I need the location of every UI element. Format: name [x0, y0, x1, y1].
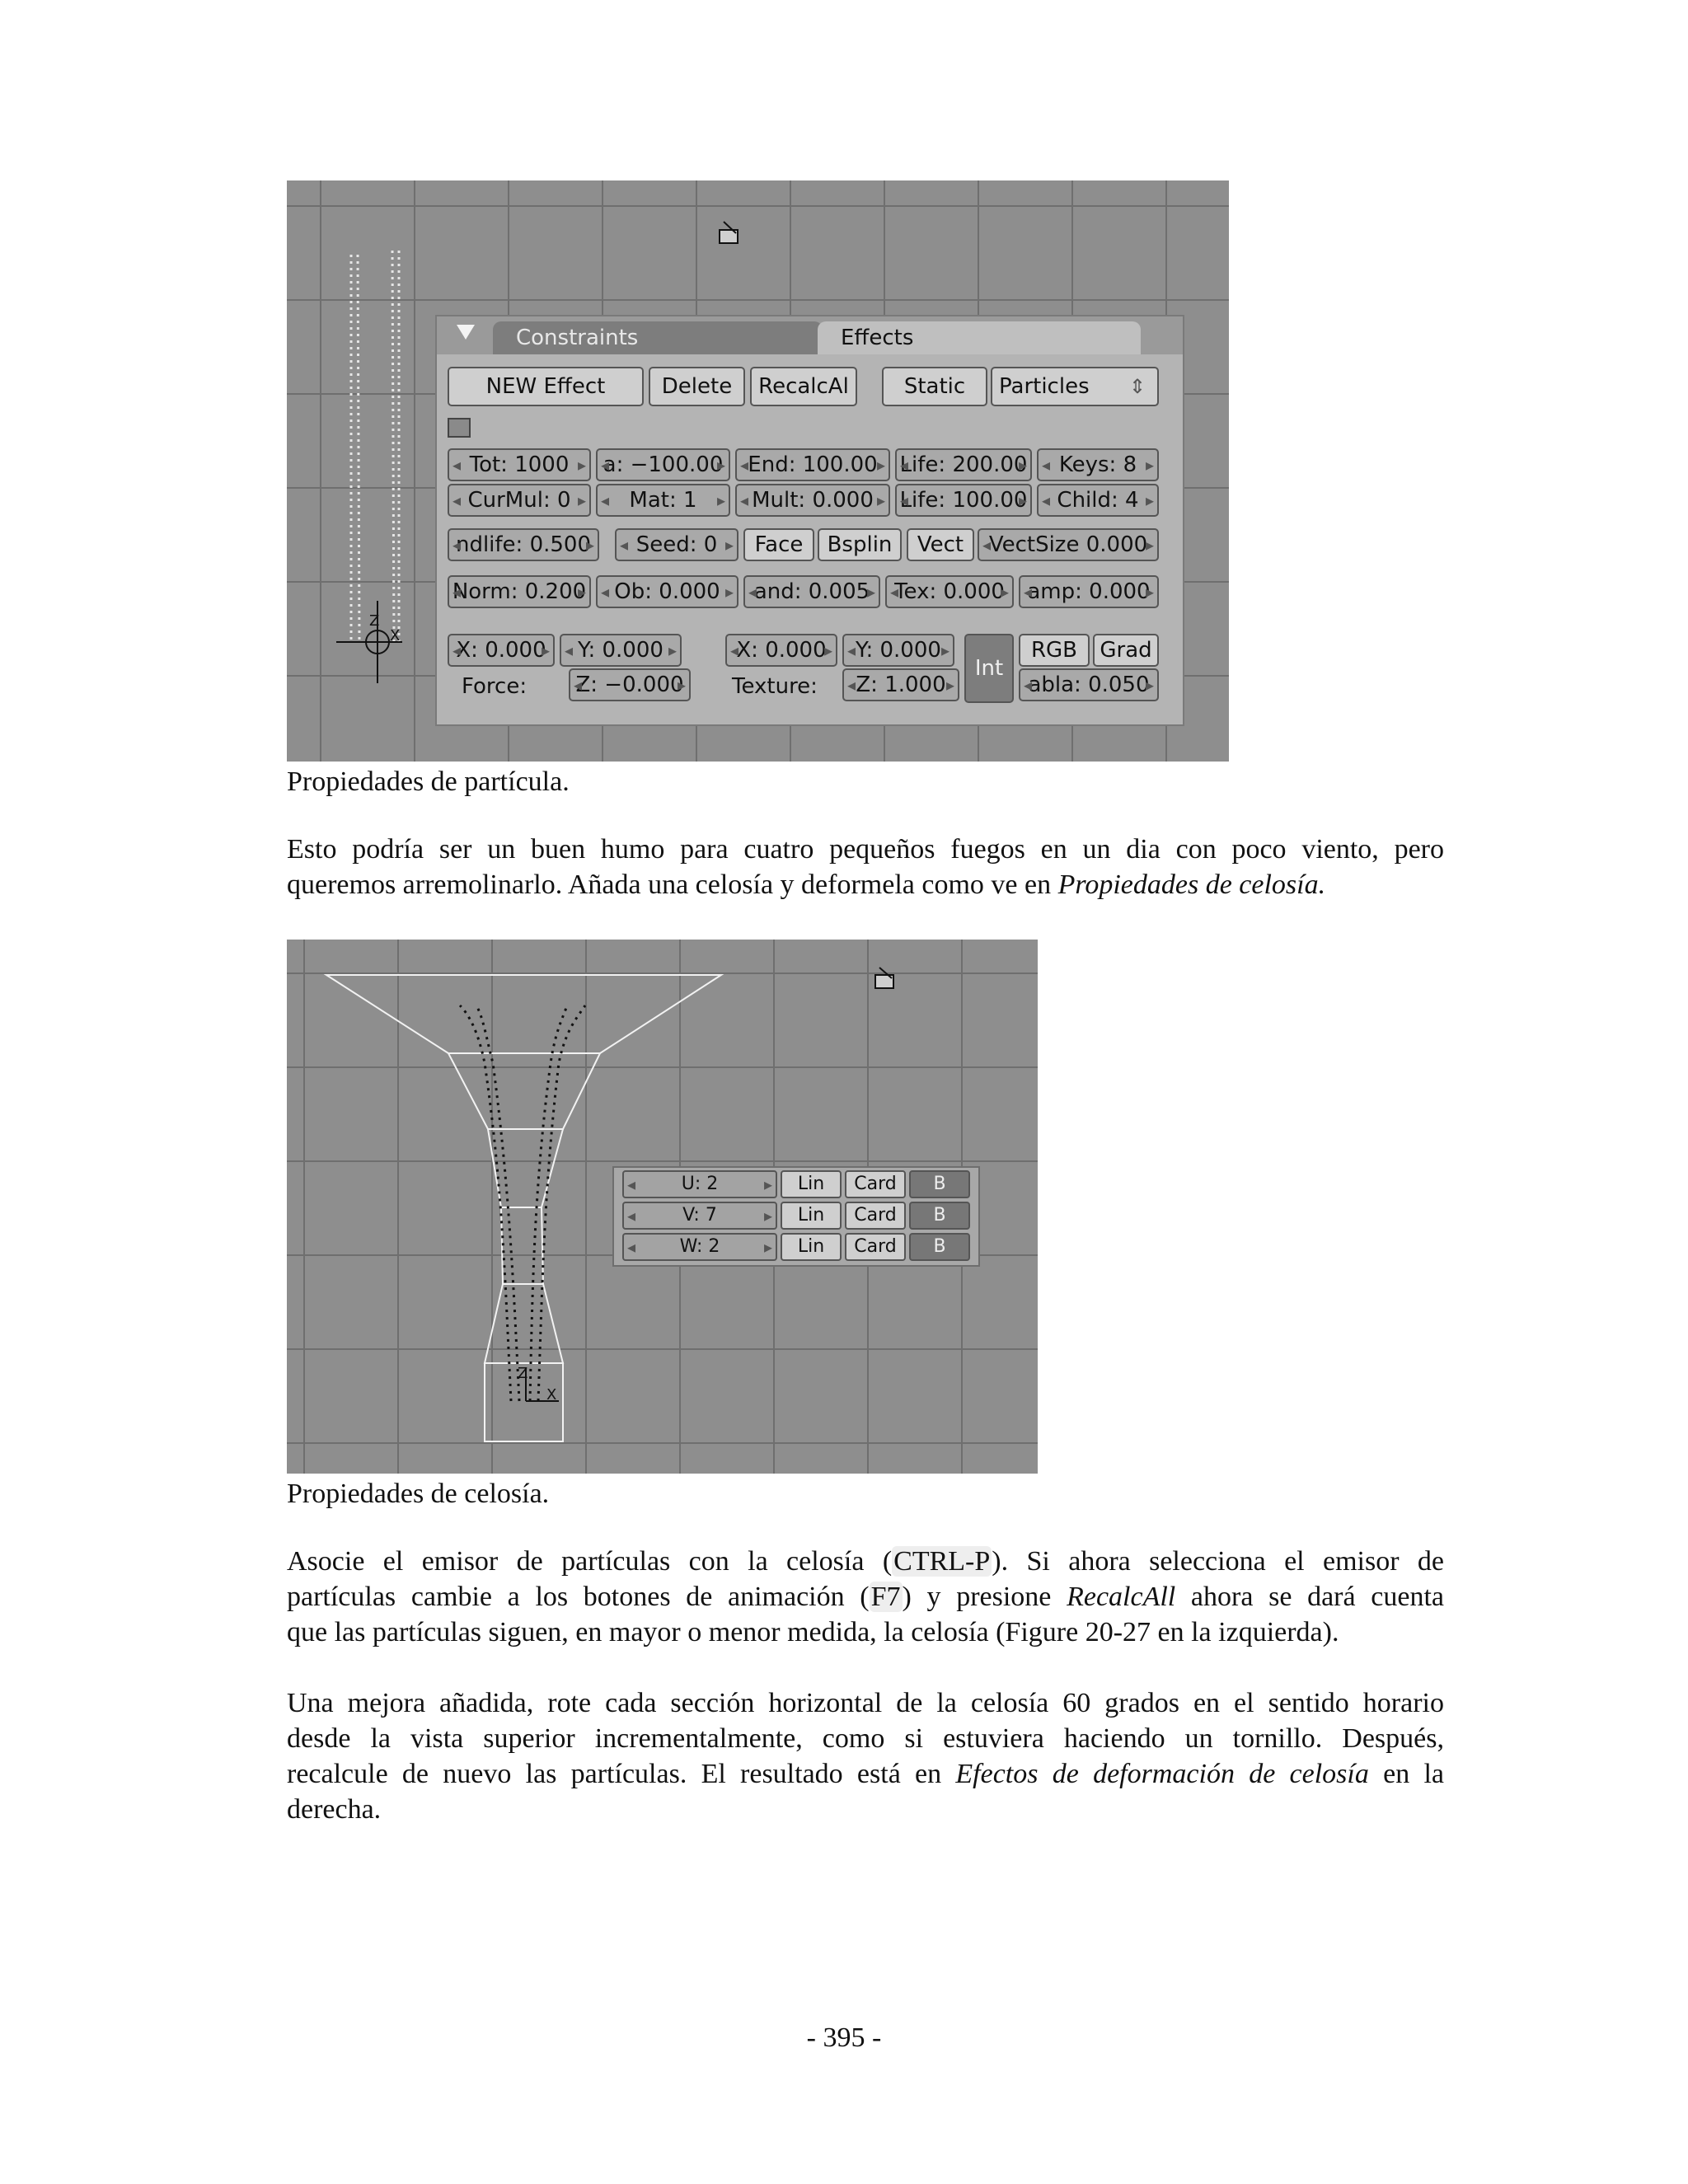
rgb-button[interactable]: RGB — [1019, 634, 1090, 667]
paragraph-2-text: Asocie el emisor de partículas con la celosía ( — [287, 1546, 893, 1577]
paragraph-2-line-2 — [287, 1579, 1444, 1615]
bspline-toggle[interactable]: Bsplin — [818, 528, 902, 561]
delete-button[interactable]: Delete — [649, 367, 745, 406]
tot-field[interactable]: ◂ Tot: 1000 ▸ — [448, 448, 591, 481]
particle-stream-2 — [476, 1005, 519, 1401]
child-life-field[interactable]: ◂ Life: 100.00 ▸ — [895, 484, 1032, 517]
texture-x-field[interactable]: ◂ X: 0.000 ▸ — [725, 634, 837, 667]
paragraph-3 — [287, 1685, 1444, 1827]
norm-field[interactable]: ◂ Norm: 0.200 ▸ — [448, 575, 591, 608]
force-x-field[interactable]: ◂ X: 0.000 ▸ — [448, 634, 555, 667]
texture-y-field[interactable]: ◂ Y: 0.000 ▸ — [842, 634, 954, 667]
svg-text:X: X — [390, 627, 401, 644]
svg-text:Z: Z — [518, 1365, 528, 1382]
particle-properties-screenshot — [287, 180, 1229, 762]
sta-field[interactable]: ◂ a: −100.00 ▸ — [596, 448, 730, 481]
lattice-v-b-button[interactable]: B — [909, 1202, 970, 1230]
lattice-v-card-button[interactable]: Card — [845, 1202, 906, 1230]
paragraph-2-text: ahora se dará cuenta — [1175, 1582, 1444, 1612]
grad-button[interactable]: Grad — [1093, 634, 1159, 667]
particle-stream-1 — [460, 1005, 511, 1401]
keys-field[interactable]: ◂ Keys: 8 ▸ — [1037, 448, 1159, 481]
page-number: - 395 - — [806, 2022, 882, 2053]
curmul-field[interactable]: ◂ CurMul: 0 ▸ — [448, 484, 591, 517]
paragraph-3-text: en la — [1368, 1759, 1445, 1789]
paragraph-2-line-1 — [287, 1544, 1444, 1579]
paragraph-1-text: queremos arremolinarlo. Añada una celosía y deformela como ve en — [287, 869, 1058, 900]
seed-field[interactable]: ◂ Seed: 0 ▸ — [615, 528, 738, 561]
lattice-properties-screenshot — [287, 940, 1038, 1474]
force-label: Force: — [462, 674, 528, 699]
figure1-caption: Propiedades de partícula. — [287, 766, 570, 797]
lattice-w-field[interactable]: ◂ W: 2 ▸ — [622, 1233, 777, 1261]
ctrl-p-key: CTRL-P — [893, 1546, 991, 1577]
particle-stream-2 — [358, 255, 359, 642]
effect-type-menu[interactable]: Particles ⇕ — [991, 367, 1159, 406]
lattice-u-lin-button[interactable]: Lin — [781, 1170, 842, 1198]
paragraph-3-line-1: Una mejora añadida, rote cada sección horizontal de la celosía 60 grados en el sentido horario — [287, 1688, 1444, 1718]
lattice-w-card-button[interactable]: Card — [845, 1233, 906, 1261]
color-swatch[interactable] — [448, 418, 471, 438]
recalcall-reference: RecalcAll — [1067, 1582, 1176, 1612]
svg-text:X: X — [546, 1386, 557, 1404]
vectsize-field[interactable]: ◂ VectSize 0.000 ▸ — [978, 528, 1159, 561]
tab-effects[interactable]: Effects — [818, 321, 1141, 354]
paragraph-3-line-4: derecha. — [287, 1794, 382, 1825]
lattice-u-field[interactable]: ◂ U: 2 ▸ — [622, 1170, 777, 1198]
paragraph-3-line-2: desde la vista superior incrementalmente, como si estuviera haciendo un tornillo. Después, — [287, 1723, 1444, 1754]
vect-toggle[interactable]: Vect — [907, 528, 974, 561]
mult-field[interactable]: ◂ Mult: 0.000 ▸ — [735, 484, 890, 517]
paragraph-1-line-2 — [287, 867, 1444, 902]
lattice-w-b-button[interactable]: B — [909, 1233, 970, 1261]
paragraph-2 — [287, 1544, 1444, 1650]
particle-stream-4 — [538, 1005, 585, 1401]
damp-field[interactable]: ◂ amp: 0.000 ▸ — [1019, 575, 1159, 608]
paragraph-1-reference: Propiedades de celosía. — [1057, 869, 1326, 900]
face-toggle[interactable]: Face — [743, 528, 814, 561]
paragraph-3-reference: Efectos de deformación de celosía — [955, 1759, 1369, 1789]
camera-icon — [720, 222, 738, 243]
new-effect-button[interactable]: NEW Effect — [448, 367, 644, 406]
paragraph-1-line-1: Esto podría ser un buen humo para cuatro pequeños fuegos en un dia con poco viento, pero — [287, 834, 1444, 865]
particle-stream-3 — [530, 1005, 567, 1401]
tex-field[interactable]: ◂ Tex: 0.000 ▸ — [885, 575, 1014, 608]
tab-constraints[interactable]: Constraints — [493, 321, 823, 354]
paragraph-1 — [287, 832, 1444, 902]
ob-field[interactable]: ◂ Ob: 0.000 ▸ — [596, 575, 738, 608]
collapse-triangle-icon[interactable] — [457, 325, 475, 340]
texture-label: Texture: — [732, 674, 818, 699]
force-y-field[interactable]: ◂ Y: 0.000 ▸ — [560, 634, 682, 667]
lattice-w-lin-button[interactable]: Lin — [781, 1233, 842, 1261]
paragraph-2-line-3: que las partículas siguen, en mayor o menor medida, la celosía (Figure 20-27 en la izquierda). — [287, 1617, 1339, 1647]
mat-field[interactable]: ◂ Mat: 1 ▸ — [596, 484, 730, 517]
paragraph-2-text: ) y presione — [902, 1582, 1067, 1612]
texture-z-field[interactable]: ◂ Z: 1.000 ▸ — [842, 668, 959, 701]
life-field[interactable]: ◂ Life: 200.00 ▸ — [895, 448, 1032, 481]
svg-text:Z: Z — [369, 612, 380, 630]
randlife-field[interactable]: ◂ ndlife: 0.500 ▸ — [448, 528, 599, 561]
lattice-panel — [612, 1166, 980, 1267]
f7-key: F7 — [870, 1582, 901, 1612]
particle-stream-3 — [392, 251, 394, 642]
lattice-v-lin-button[interactable]: Lin — [781, 1202, 842, 1230]
axes-gizmo-icon — [336, 601, 402, 683]
end-field[interactable]: ◂ End: 100.00 ▸ — [735, 448, 890, 481]
rand-field[interactable]: ◂ and: 0.005 ▸ — [743, 575, 880, 608]
recalc-all-button[interactable]: RecalcAl — [750, 367, 857, 406]
paragraph-2-text: partículas cambie a los botones de animación ( — [287, 1582, 870, 1612]
lattice-u-card-button[interactable]: Card — [845, 1170, 906, 1198]
figure2-caption: Propiedades de celosía. — [287, 1479, 550, 1509]
particle-streams — [351, 251, 399, 642]
paragraph-3-text: recalcule de nuevo las partículas. El resultado está en — [287, 1759, 956, 1789]
nabla-field[interactable]: ◂ abla: 0.050 ▸ — [1019, 668, 1159, 701]
child-field[interactable]: ◂ Child: 4 ▸ — [1037, 484, 1159, 517]
lattice-u-b-button[interactable]: B — [909, 1170, 970, 1198]
panel-tab-bar — [437, 316, 1183, 354]
lattice-v-field[interactable]: ◂ V: 7 ▸ — [622, 1202, 777, 1230]
paragraph-2-text: ). Si ahora selecciona el emisor de — [992, 1546, 1444, 1577]
particle-streams — [460, 1005, 585, 1401]
force-z-field[interactable]: ◂ Z: −0.000 ▸ — [569, 668, 691, 701]
effects-panel — [435, 315, 1184, 726]
paragraph-3-line-3 — [287, 1756, 1444, 1792]
int-button[interactable]: Int — [964, 634, 1014, 703]
camera-icon — [875, 968, 893, 988]
static-button[interactable]: Static — [882, 367, 987, 406]
